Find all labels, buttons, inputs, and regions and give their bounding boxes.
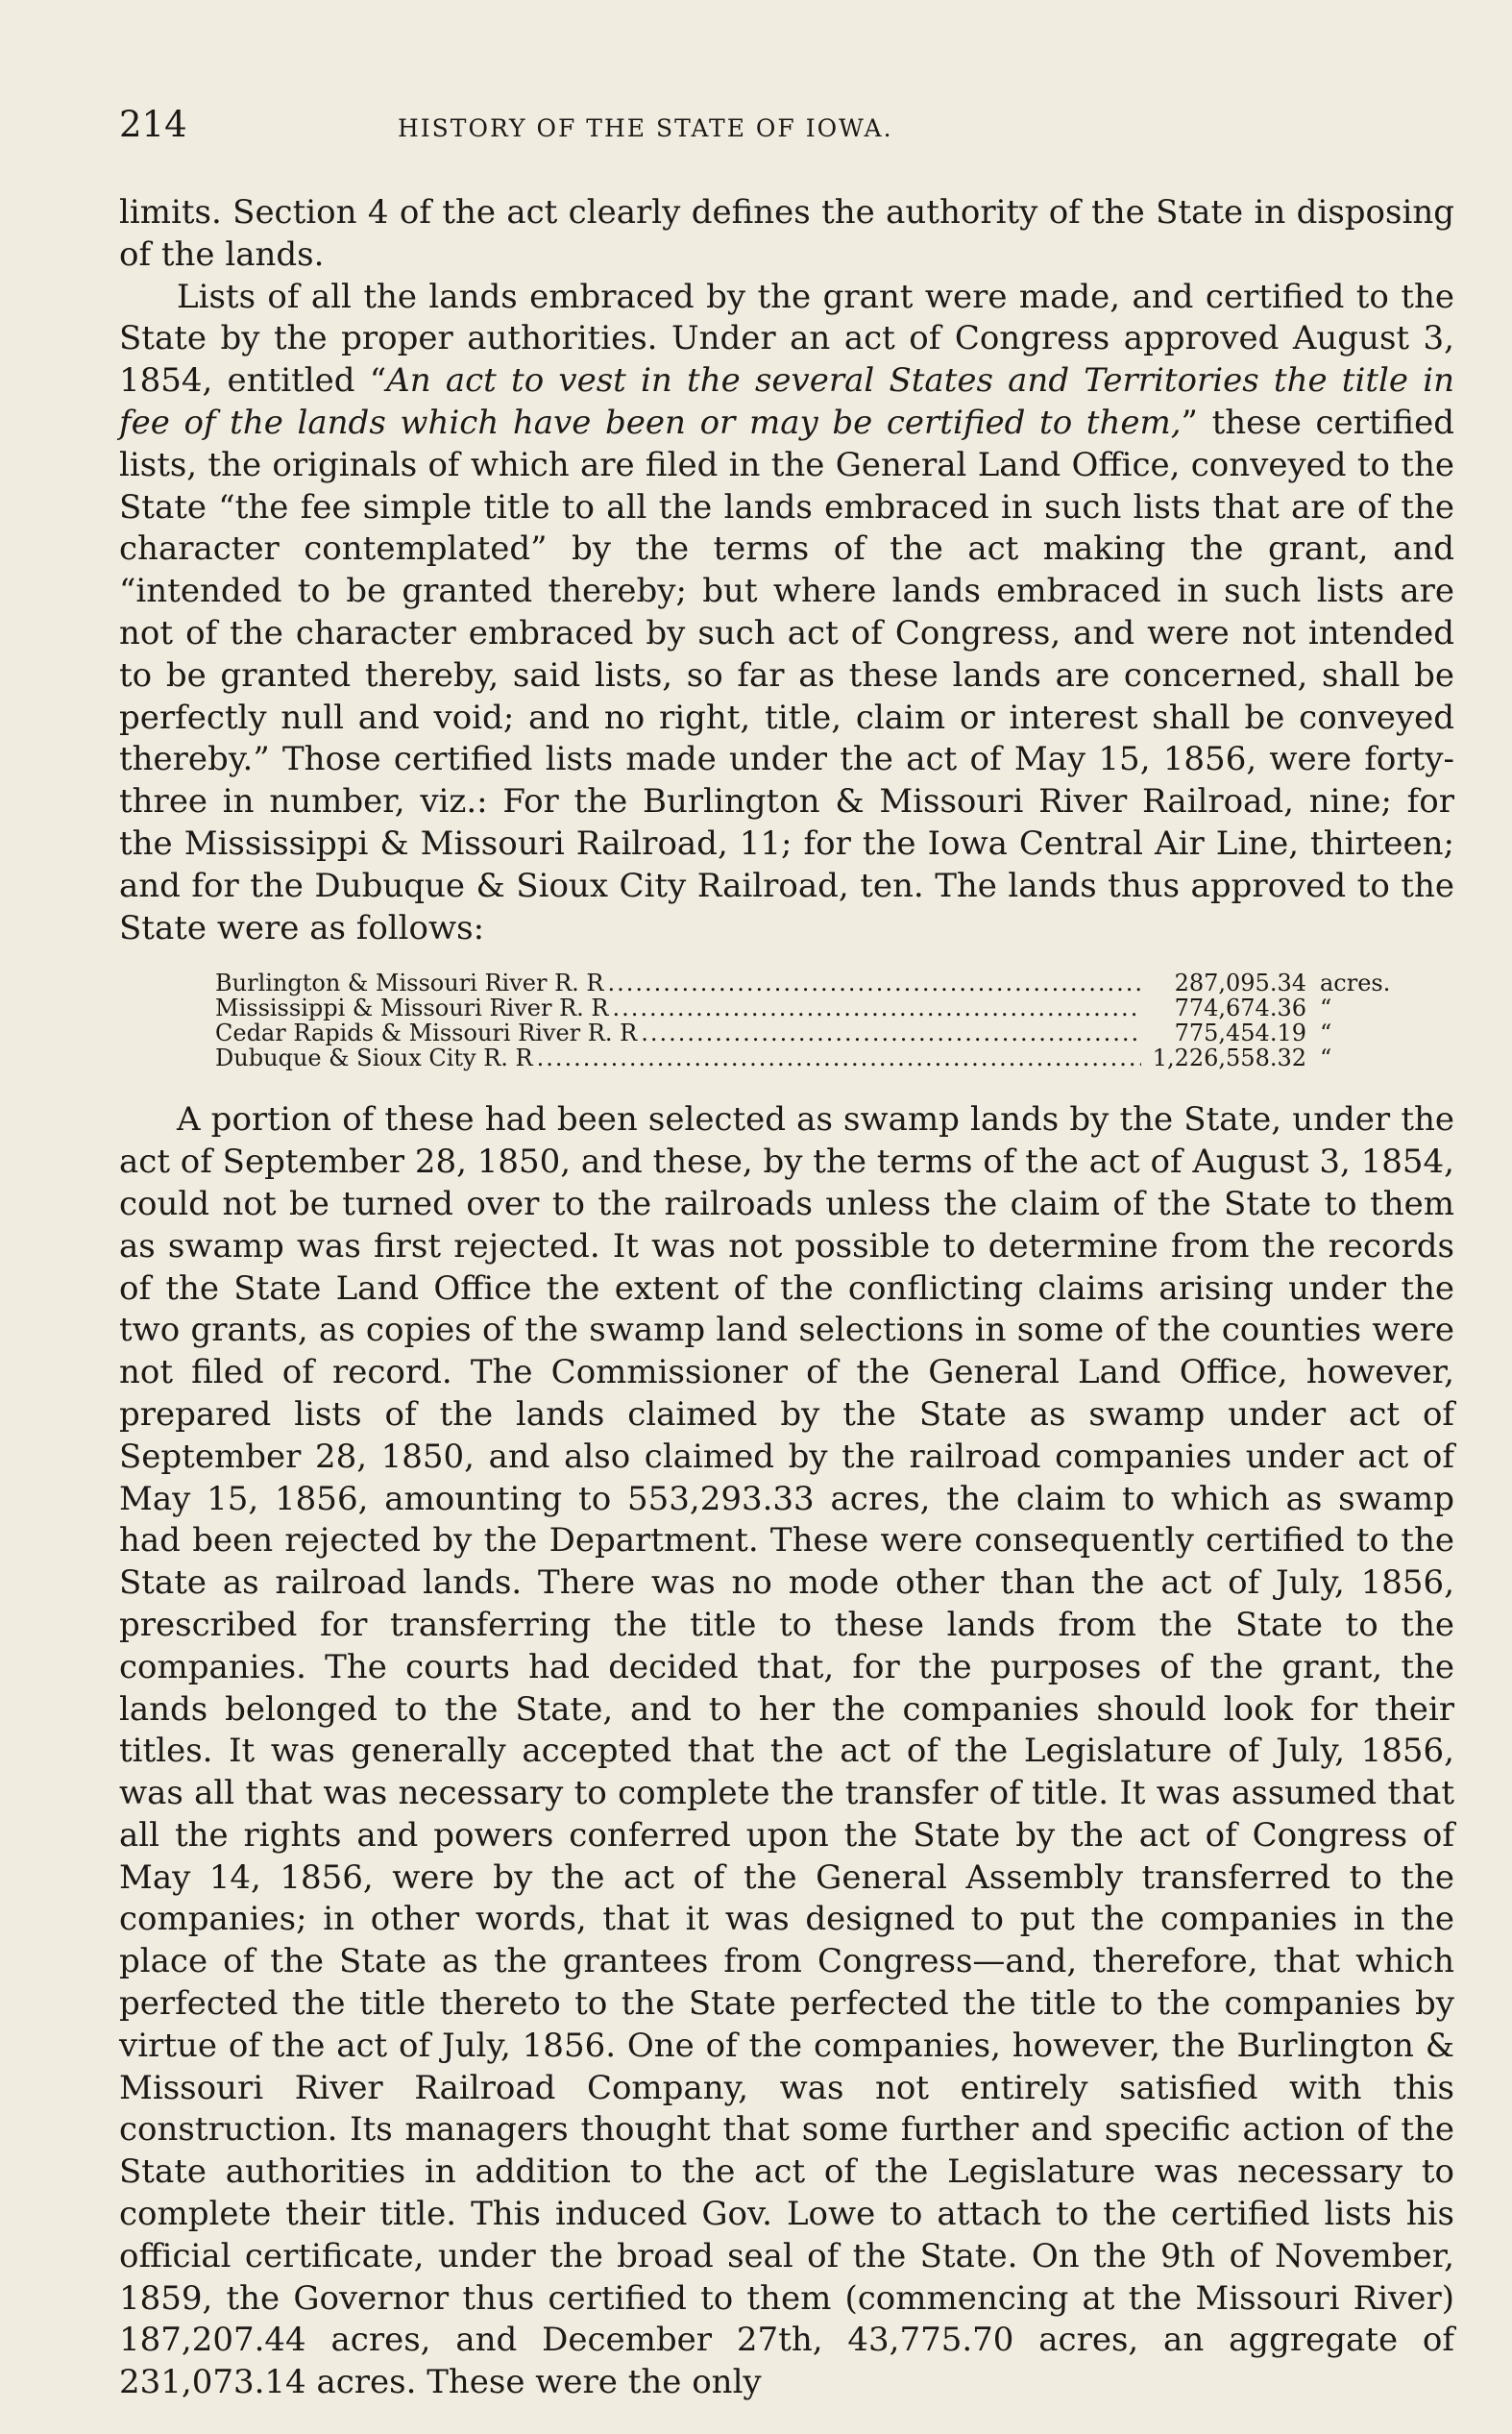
running-head: HISTORY OF THE STATE OF IOWA. xyxy=(398,114,893,142)
land-grant-table xyxy=(215,971,1406,1070)
railroad-name: Mississippi & Missouri River R. R xyxy=(215,995,609,1022)
paragraph-swamp-lands: A portion of these had been selected as swamp lands by the State, under the act of September 28, 1850, and these, by the terms of the act of August 3, 1854, could not be turned over to the railroads unless the claim of the State to them as swamp was first rejected. It was not possible to determine from the records of the State Land Office the extent of the conflicting claims arising under the two grants, as copies of the swamp land selections in some of the counties were not filed of record. The Commissioner of the General Land Office, however, prepared lists of the lands claimed by the State as swamp under act of September 28, 1850, and also claimed by the railroad companies under act of May 15, 1856, amounting to 553,293.33 acres, the claim to which as swamp had been rejected by the Department. These were consequently certified to the State as railroad lands. There was no mode other than the act of July, 1856, prescribed for transferring the title to these lands from the State to the companies. The courts had decided that, for the purposes of the grant, the lands belonged to the State, and to her the companies should look for their titles. It was generally accepted that the act of the Legislature of July, 1856, was all that was necessary to complete the transfer of title. It was assumed that all the rights and powers conferred upon the State by the act of Congress of May 14, 1856, were by the act of the General Assembly transferred to the companies; in other words, that it was designed to put the companies in the place of the State as the grantees from Congress—and, therefore, that which perfected the title thereto to the State perfected the title to the companies by virtue of the act of July, 1856. One of the companies, however, the Burlington & Missouri River Railroad Company, was not entirely satisfied with this construction. Its managers thought that some further and specific action of the State authorities in addition to the act of the Legislature was necessary to complete their title. This induced Gov. Lowe to attach to the certified lists his official certificate, under the broad seal of the State. On the 9th of November, 1859, the Governor thus certified to them (commencing at the Missouri River) 187,207.44 acres, and December 27th, 43,775.70 acres, an aggregate of 231,073.14 acres. These were the only xyxy=(119,1100,1454,2402)
book-page xyxy=(119,104,1454,2404)
dot-leader xyxy=(607,971,1141,996)
page-header xyxy=(119,104,1454,152)
railroad-name: Dubuque & Sioux City R. R xyxy=(215,1045,533,1072)
act-title: An act to vest in the several States and Territories the title in fee of the lands which have been or may be certified to them, xyxy=(119,361,1454,442)
paragraph-certified-lists xyxy=(119,277,1454,950)
railroad-name: Burlington & Missouri River R. R xyxy=(215,970,604,997)
acreage: 1,226,558.32 xyxy=(1152,1045,1306,1072)
acreage: 775,454.19 xyxy=(1174,1020,1306,1047)
grant-row xyxy=(215,996,1406,1020)
dot-leader xyxy=(641,1020,1141,1045)
grant-row xyxy=(215,1020,1406,1045)
unit-label: “ xyxy=(1320,1020,1332,1047)
dot-leader xyxy=(612,996,1141,1020)
paragraph-continuation: limits. Section 4 of the act clearly defines the authority of the State in disposing of the lands. xyxy=(119,193,1454,274)
unit-label: “ xyxy=(1320,1045,1332,1072)
grant-row xyxy=(215,971,1406,996)
acreage: 287,095.34 xyxy=(1174,970,1306,997)
dot-leader xyxy=(537,1045,1141,1070)
paragraph-text: Lists of all the lands embraced by the grant were made, and certified to the State by the proper authorities. Under an act of Congress approved August 3, 1854, entitled “ xyxy=(119,277,1454,401)
railroad-name: Cedar Rapids & Missouri River R. R xyxy=(215,1020,638,1047)
page-number: 214 xyxy=(119,104,187,145)
acreage: 774,674.36 xyxy=(1174,995,1306,1022)
unit-label: “ xyxy=(1320,995,1332,1022)
unit-label: acres. xyxy=(1320,970,1391,997)
grant-row xyxy=(215,1045,1406,1070)
paragraph-text: ” these certified lists, the originals of which are filed in the General Land Office, conveyed to the State “the fee simple title to all the lands embraced in such lists that are of the character contemplated” by the terms of the act making the grant, and “intended to be granted thereby; but where lands embraced in such lists are not of the character embraced by such act of Congress, and were not intended to be granted thereby, said lists, so far as these lands are concerned, shall be perfectly null and void; and no right, title, claim or interest shall be conveyed thereby.” Those certified lists made under the act of May 15, 1856, were forty-three in number, viz.: For the Burlington & Missouri River Railroad, nine; for the Mississippi & Missouri Railroad, 11; for the Iowa Central Air Line, thirteen; and for the Dubuque & Sioux City Railroad, ten. The lands thus approved to the State were as follows: xyxy=(119,403,1454,947)
